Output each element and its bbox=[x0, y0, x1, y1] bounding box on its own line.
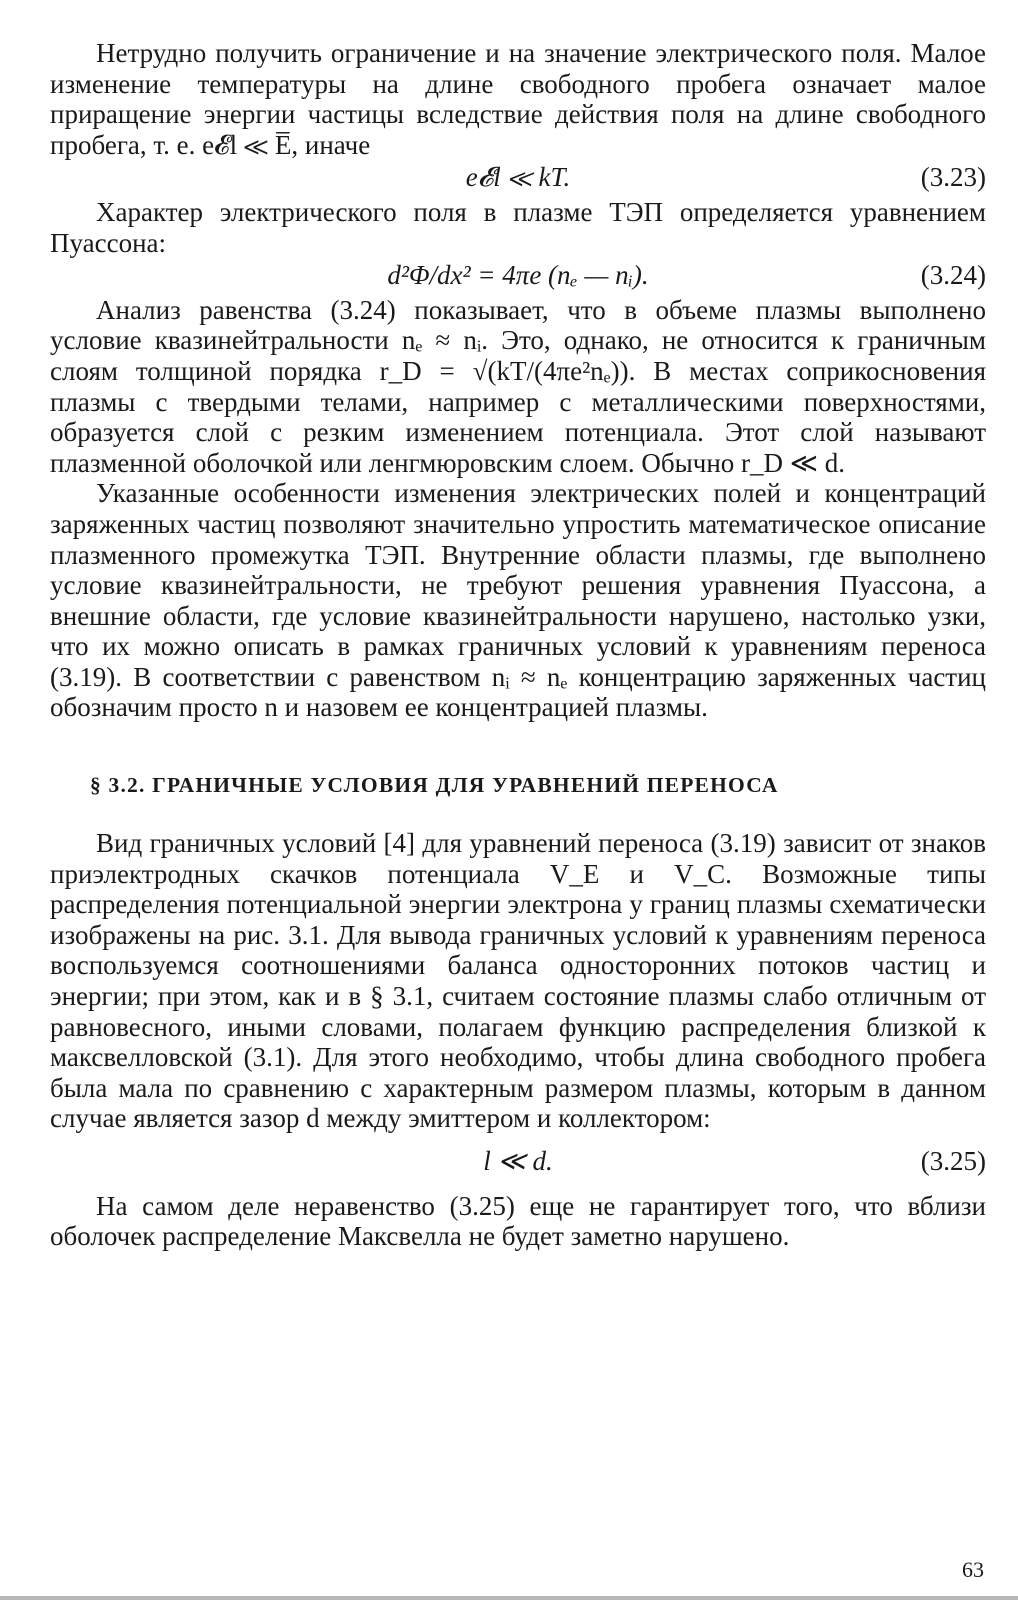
bottom-divider bbox=[0, 1596, 1018, 1600]
paragraph-poisson-intro bbox=[50, 197, 986, 258]
equation-number: (3.25) bbox=[920, 1146, 986, 1176]
paragraph-simplification bbox=[50, 478, 986, 723]
equation-body: d²Φ/dx² = 4πe (nₑ — nᵢ). bbox=[387, 260, 649, 291]
paragraph-text: Вид граничных условий [4] для уравнений переноса (3.19) зависит от знаков приэлектродных скачков потенциала V_E и V_C. Возможные типы распределения потенциальной энергии электрона у границ плазмы схематически изображены на рис. 3.1. Для вывода граничных условий к уравнениям переноса воспользуемся соотношениями баланса односторонних потоков частиц и энергии; при этом, как и в § 3.1, считаем состояние плазмы слабо отличным от равновесного, иными словами, полагаем функцию распределения близкой к максвелловской (3.1). Для этого необходимо, чтобы длина свободного пробега была мала по сравнению с характерным размером плазмы, которым в данном случае является зазор d между эмиттером и коллектором: bbox=[50, 828, 986, 1134]
equation-3-24 bbox=[50, 260, 986, 291]
equation-number: (3.23) bbox=[920, 162, 986, 193]
paragraph-text: Анализ равенства (3.24) показывает, что в объеме плазмы выполнено условие квазинейтральности nₑ ≈ nᵢ. Это, однако, не относится к граничным слоям толщиной порядка r_D = √(kT/(4πe²nₑ)). В местах соприкосновения плазмы с твердыми телами, например с металлическими поверхностями, образуется слой с резким изменением потенциала. Этот слой называют плазменной оболочкой или ленгмюровским слоем. Обычно r_D ≪ d. bbox=[50, 294, 986, 478]
paragraph-maxwell-note bbox=[50, 1191, 986, 1252]
paragraph-text: Указанные особенности изменения электрических полей и концентраций заряженных частиц позволяют значительно упростить математическое описание плазменного промежутка ТЭП. Внутренние области плазмы, где выполнено условие квазинейтральности, не требуют решения уравнения Пуассона, а внешние области, где условие квазинейтральности нарушено, настолько узки, что их можно описать в рамках граничных условий к уравнениям переноса (3.19). В соответствии с равенством nᵢ ≈ nₑ концентрацию заряженных частиц обозначим просто n и назовем ее концентрацией плазмы. bbox=[50, 478, 986, 723]
paragraph-text: Нетрудно получить ограничение и на значение электрического поля. Малое изменение температуры на длине свободного пробега означает малое приращение энергии частицы вследствие действия поля на длине свободного пробега, т. е. e𝓔l ≪ E̅, иначе bbox=[50, 38, 986, 160]
paragraph-electric-field-limit bbox=[50, 38, 986, 160]
paragraph-text: На самом деле неравенство (3.25) еще не гарантирует того, что вблизи оболочек распределение Максвелла не будет заметно нарушено. bbox=[50, 1190, 986, 1252]
paragraph-text: Характер электрического поля в плазме ТЭП определяется уравнением Пуассона: bbox=[50, 196, 986, 258]
equation-body: e𝓔l ≪ kT. bbox=[465, 162, 571, 193]
paragraph-quasineutrality bbox=[50, 295, 986, 479]
paragraph-boundary-conditions bbox=[50, 828, 986, 1134]
equation-body: l ≪ d. bbox=[483, 1146, 553, 1176]
equation-3-25 bbox=[50, 1146, 986, 1177]
section-heading: § 3.2. ГРАНИЧНЫЕ УСЛОВИЯ ДЛЯ УРАВНЕНИЙ ПЕРЕНОСА bbox=[90, 773, 779, 798]
equation-3-23 bbox=[50, 162, 986, 193]
page-body bbox=[50, 38, 986, 1252]
equation-number: (3.24) bbox=[920, 260, 986, 291]
page-number: 63 bbox=[962, 1557, 984, 1582]
